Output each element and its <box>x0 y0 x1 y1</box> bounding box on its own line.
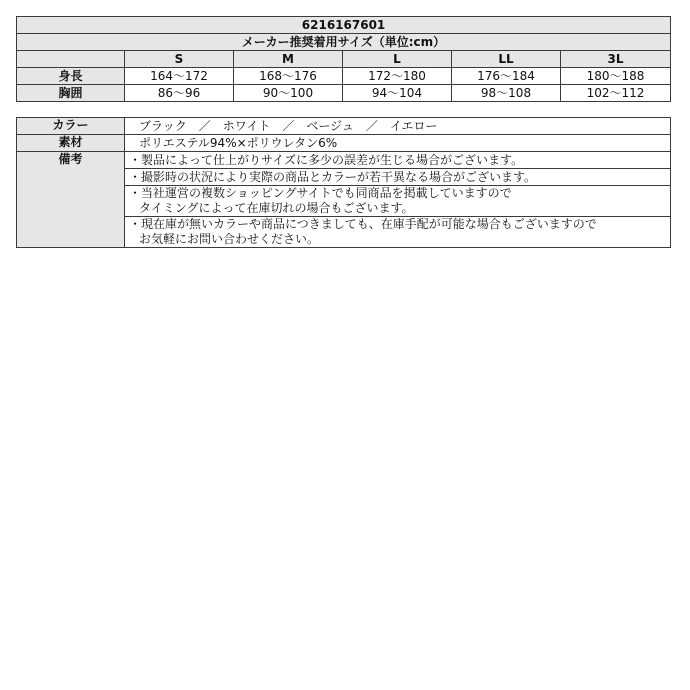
note-item <box>125 217 671 248</box>
chest-l: 94〜104 <box>343 85 452 102</box>
height-3l: 180〜188 <box>561 68 671 85</box>
row-label-height: 身長 <box>17 68 125 85</box>
product-code: 6216167601 <box>17 17 671 34</box>
chest-s: 86〜96 <box>125 85 234 102</box>
note-item <box>125 186 671 217</box>
size-header-3l: 3L <box>561 51 671 68</box>
note-line: ・撮影時の状況により実際の商品とカラーが若干異なる場合がございます。 <box>129 169 537 184</box>
size-header-s: S <box>125 51 234 68</box>
note-line: タイミングによって在庫切れの場合もございます。 <box>139 201 414 215</box>
color-value: ブラック ／ ホワイト ／ ベージュ ／ イエロー <box>125 118 671 135</box>
row-label-chest: 胸囲 <box>17 85 125 102</box>
table-row <box>17 118 671 135</box>
note-line: ・当社運営の複数ショッピングサイトでも同商品を掲載していますので <box>129 186 512 200</box>
chest-3l: 102〜112 <box>561 85 671 102</box>
material-label: 素材 <box>17 135 125 152</box>
table-row <box>17 135 671 152</box>
table-row <box>17 85 671 102</box>
note-line: ・製品によって仕上がりサイズに多少の誤差が生じる場合がございます。 <box>129 152 524 167</box>
size-header-m: M <box>234 51 343 68</box>
size-header-l: L <box>343 51 452 68</box>
color-label: カラー <box>17 118 125 135</box>
material-value: ポリエステル94%×ポリウレタン6% <box>125 135 671 152</box>
size-table-subtitle: メーカー推奨着用サイズ（単位:cm） <box>17 34 671 51</box>
table-row <box>17 68 671 85</box>
chest-ll: 98〜108 <box>452 85 561 102</box>
note-line: ・現在庫が無いカラーや商品につきましても、在庫手配が可能な場合もございますので <box>129 217 597 231</box>
note-item <box>125 169 671 186</box>
chest-m: 90〜100 <box>234 85 343 102</box>
height-l: 172〜180 <box>343 68 452 85</box>
height-m: 168〜176 <box>234 68 343 85</box>
size-table <box>16 16 671 102</box>
size-header-blank <box>17 51 125 68</box>
notes-label: 備考 <box>17 152 125 248</box>
height-s: 164〜172 <box>125 68 234 85</box>
size-header-ll: LL <box>452 51 561 68</box>
height-ll: 176〜184 <box>452 68 561 85</box>
info-table <box>16 117 671 248</box>
note-line: お気軽にお問い合わせください。 <box>139 232 320 246</box>
note-item <box>125 152 671 169</box>
table-row <box>17 152 671 169</box>
